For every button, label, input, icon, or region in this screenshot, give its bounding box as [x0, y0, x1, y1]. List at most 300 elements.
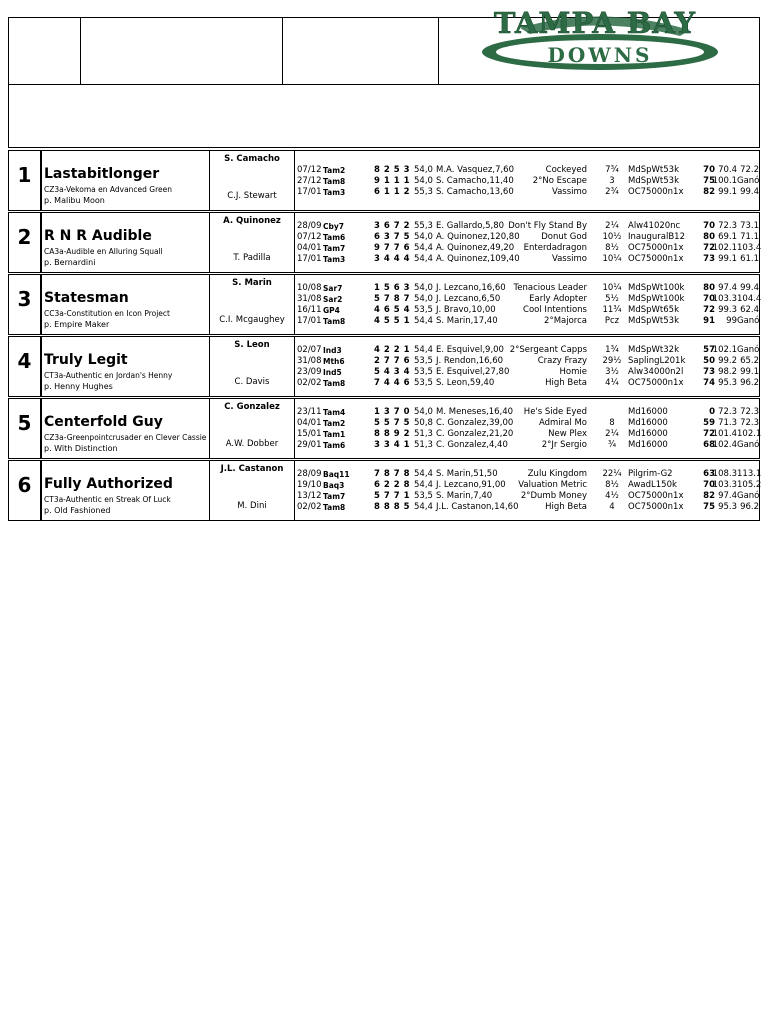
race-positions: 3 4 4 4	[374, 254, 411, 264]
race-beyer: 75	[703, 176, 715, 186]
race-margin: 1¾	[605, 345, 619, 355]
race-speed: 70.4	[718, 165, 737, 175]
jockey-trainer-cell	[209, 461, 295, 520]
race-positions: 4 5 5 1	[374, 316, 411, 326]
race-positions: 1 3 7 0	[374, 407, 411, 417]
race-date: 02/07	[297, 345, 322, 355]
race-jockey-odds: J. Lezcano,91,00	[436, 480, 506, 490]
jockey-name: S. Marin	[232, 278, 272, 288]
race-date: 07/12	[297, 165, 322, 175]
race-speed: 69.1	[718, 232, 737, 242]
race-result: 99.1	[740, 367, 759, 377]
race-date: 23/09	[297, 367, 322, 377]
jockey-name: S. Leon	[234, 340, 270, 350]
race-track: Ind5	[323, 368, 342, 377]
race-jockey-odds: E. Esquivel,9,00	[436, 345, 504, 355]
race-date: 19/10	[297, 480, 322, 490]
race-winner: Donut God	[541, 232, 587, 242]
race-jockey-odds: A. Quinonez,109,40	[436, 254, 520, 264]
race-weight: 53,5	[414, 491, 433, 501]
race-jockey-odds: J. Rendon,16,60	[436, 356, 504, 366]
jockey-name: C. Gonzalez	[224, 402, 280, 412]
race-winner: Vassimo	[551, 187, 587, 197]
race-class: Alw41020nc	[628, 221, 681, 231]
race-speed: 102.1	[712, 345, 737, 355]
race-margin: 8	[609, 418, 615, 428]
jockey-trainer-cell	[209, 151, 295, 210]
race-date: 04/01	[297, 418, 322, 428]
race-positions: 5 4 3 4	[374, 367, 411, 377]
race-speed: 95.3	[718, 378, 737, 388]
race-speed: 102.1	[712, 243, 737, 253]
race-class: MdSpWt53k	[628, 176, 679, 186]
race-speed: 103.3	[712, 480, 737, 490]
race-weight: 54,0	[414, 165, 433, 175]
race-jockey-odds: J. Lezcano,16,60	[436, 283, 506, 293]
horse-name: Statesman	[44, 290, 129, 306]
race-weight: 53,5	[414, 378, 433, 388]
race-winner: High Beta	[545, 378, 587, 388]
race-result: 102.1	[737, 429, 762, 439]
race-class: OC75000n1x	[628, 254, 684, 264]
race-beyer: 72	[703, 305, 715, 315]
race-row	[297, 502, 759, 513]
race-row	[297, 316, 759, 327]
race-jockey-odds: C. Gonzalez,21,20	[436, 429, 514, 439]
race-speed: 102.4	[712, 440, 737, 450]
race-positions: 6 2 2 8	[374, 480, 411, 490]
race-result: 99.4	[740, 283, 759, 293]
horse-entry-6	[8, 460, 760, 521]
race-track: Tam1	[323, 430, 346, 439]
race-row	[297, 254, 759, 265]
race-beyer: 50	[703, 356, 715, 366]
trainer-name: C.I. Mcgaughey	[219, 315, 285, 325]
race-beyer: 80	[703, 283, 715, 293]
race-track: Mth6	[323, 357, 345, 366]
race-margin: 8½	[605, 243, 619, 253]
race-result: Ganó	[737, 491, 760, 501]
race-track: Tam6	[323, 441, 346, 450]
race-result: 72.2	[740, 165, 759, 175]
race-margin: 3	[609, 176, 615, 186]
horse-entry-2	[8, 212, 760, 273]
race-date: 04/01	[297, 243, 322, 253]
trainer-name: T. Padilla	[233, 253, 271, 263]
race-track: Tam7	[323, 492, 346, 501]
race-jockey-odds: M. Meneses,16,40	[436, 407, 514, 417]
race-date: 07/12	[297, 232, 322, 242]
race-track: Sar7	[323, 284, 343, 293]
svg-text:TAMPA BAY: TAMPA BAY	[493, 6, 697, 40]
race-beyer: 0	[709, 407, 715, 417]
race-speed: 95.3	[718, 502, 737, 512]
jockey-trainer-cell	[209, 213, 295, 272]
race-winner: High Beta	[545, 502, 587, 512]
race-result: 104.4	[737, 294, 762, 304]
race-weight: 54,4	[414, 316, 433, 326]
race-row	[297, 356, 759, 367]
race-weight: 54,0	[414, 407, 433, 417]
race-beyer: 74	[703, 378, 715, 388]
race-speed: 97.4	[718, 491, 737, 501]
race-row	[297, 232, 759, 243]
horse-name: Fully Authorized	[44, 476, 173, 492]
race-margin: 4	[609, 502, 615, 512]
race-speed: 108.3	[712, 469, 737, 479]
race-row	[297, 407, 759, 418]
race-class: OC75000n1x	[628, 187, 684, 197]
race-date: 02/02	[297, 502, 322, 512]
race-speed: 97.4	[718, 283, 737, 293]
race-margin: 10¼	[602, 283, 622, 293]
race-weight: 54,4	[414, 502, 433, 512]
trainer-name: C. Davis	[234, 377, 270, 387]
race-positions: 1 5 6 3	[374, 283, 411, 293]
race-track: GP4	[323, 306, 340, 315]
race-speed: 99.1	[718, 254, 737, 264]
race-class: Pilgrim-G2	[628, 469, 673, 479]
race-weight: 55,3	[414, 187, 433, 197]
race-date: 31/08	[297, 294, 322, 304]
race-row	[297, 345, 759, 356]
race-positions: 9 7 7 6	[374, 243, 411, 253]
race-jockey-odds: A. Quinonez,49,20	[436, 243, 515, 253]
race-date: 28/09	[297, 221, 322, 231]
race-winner: Don't Fly Stand By	[508, 221, 587, 231]
race-class: MdSpWt65k	[628, 305, 679, 315]
race-beyer: 59	[703, 418, 715, 428]
race-jockey-odds: S. Marin,17,40	[436, 316, 498, 326]
race-winner: Cool Intentions	[523, 305, 587, 315]
program-number: 1	[9, 151, 42, 210]
race-margin: 2¾	[605, 187, 619, 197]
race-weight: 54,4	[414, 469, 433, 479]
horse-pedigree: CZ3a-Vekoma en Advanced Green	[44, 185, 173, 194]
race-row	[297, 469, 762, 480]
race-margin: ¾	[607, 440, 617, 450]
race-weight: 51,3	[414, 440, 433, 450]
race-track: Tam2	[323, 419, 346, 428]
race-beyer: 73	[703, 367, 715, 377]
race-date: 17/01	[297, 254, 322, 264]
race-row	[297, 480, 762, 491]
race-date: 16/11	[297, 305, 322, 315]
race-positions: 6 1 1 2	[374, 187, 411, 197]
race-jockey-odds: E. Esquivel,27,80	[436, 367, 510, 377]
race-weight: 54,4	[414, 345, 433, 355]
race-date: 15/01	[297, 429, 322, 439]
race-jockey-odds: E. Gallardo,5,80	[436, 221, 505, 231]
race-beyer: 72	[703, 243, 715, 253]
horse-entry-1	[8, 150, 760, 211]
race-winner: Homie	[559, 367, 587, 377]
race-jockey-odds: C. Gonzalez,4,40	[436, 440, 508, 450]
race-result: 113.1	[737, 469, 762, 479]
race-row	[297, 176, 759, 187]
race-row	[297, 221, 759, 232]
race-positions: 5 5 7 5	[374, 418, 411, 428]
race-winner: 2°Dumb Money	[520, 491, 587, 501]
race-row	[297, 305, 759, 316]
race-winner: Early Adopter	[529, 294, 587, 304]
race-weight: 53,5	[414, 305, 433, 315]
race-weight: 51,3	[414, 429, 433, 439]
horse-pedigree: CT3a-Authentic en Streak Of Luck	[44, 495, 171, 504]
race-track: Tam4	[323, 408, 346, 417]
race-row	[297, 165, 759, 176]
race-class: OC75000n1x	[628, 502, 684, 512]
race-winner: Crazy Frazy	[537, 356, 587, 366]
race-margin: Pcz	[604, 316, 620, 326]
race-beyer: 82	[703, 491, 715, 501]
race-jockey-odds: C. Gonzalez,39,00	[436, 418, 514, 428]
race-result: Ganó	[737, 440, 760, 450]
race-beyer: 80	[703, 232, 715, 242]
race-winner: 2°Sergeant Capps	[509, 345, 587, 355]
horse-name: Centerfold Guy	[44, 414, 163, 430]
race-date: 31/08	[297, 356, 322, 366]
race-speed: 99	[726, 316, 737, 326]
race-result: 99.4	[740, 187, 759, 197]
race-speed: 98.2	[718, 367, 737, 377]
trainer-name: C.J. Stewart	[227, 191, 277, 201]
race-margin: 3½	[605, 367, 619, 377]
horse-sire: p. Old Fashioned	[44, 506, 111, 515]
horse-sire: p. Henny Hughes	[44, 382, 113, 391]
race-result: 73.1	[740, 221, 759, 231]
race-class: InauguralB12	[628, 232, 685, 242]
horse-name: Truly Legit	[44, 352, 128, 368]
race-date: 28/09	[297, 469, 322, 479]
race-positions: 3 3 4 1	[374, 440, 411, 450]
jockey-trainer-cell	[209, 337, 295, 396]
race-positions: 8 8 9 2	[374, 429, 411, 439]
race-track: Tam2	[323, 166, 346, 175]
race-weight: 53,5	[414, 356, 433, 366]
race-positions: 6 3 7 5	[374, 232, 411, 242]
race-result: 96.2	[740, 378, 759, 388]
race-margin: 7¾	[605, 165, 619, 175]
horse-sire: p. Bernardini	[44, 258, 96, 267]
race-result: 61.1	[740, 254, 759, 264]
race-margin: 2¼	[605, 429, 619, 439]
race-winner: Vassimo	[551, 254, 587, 264]
race-beyer: 82	[703, 187, 715, 197]
race-date: 17/01	[297, 316, 322, 326]
race-winner: 2°Jr Sergio	[541, 440, 587, 450]
horse-pedigree: CC3a-Constitution en Icon Project	[44, 309, 170, 318]
race-class: Md16000	[628, 407, 668, 417]
tampa-bay-downs-logo	[460, 6, 730, 72]
horse-pedigree: CT3a-Authentic en Jordan's Henny	[44, 371, 173, 380]
race-track: Tam7	[323, 244, 346, 253]
race-jockey-odds: S. Leon,59,40	[436, 378, 495, 388]
race-date: 27/12	[297, 176, 322, 186]
race-date: 17/01	[297, 187, 322, 197]
program-number: 6	[9, 461, 42, 520]
race-beyer: 70	[703, 480, 715, 490]
header-cell-1	[8, 17, 81, 85]
race-positions: 7 4 4 6	[374, 378, 411, 388]
horse-entry-3	[8, 274, 760, 335]
horse-pedigree: CZ3a-Greenpointcrusader en Clever Cassie	[44, 433, 207, 442]
race-track: Baq11	[323, 470, 350, 479]
race-date: 13/12	[297, 491, 322, 501]
race-beyer: 57	[703, 345, 715, 355]
race-weight: 53,5	[414, 367, 433, 377]
race-speed: 103.3	[712, 294, 737, 304]
race-track: Tam8	[323, 503, 346, 512]
race-beyer: 63	[703, 469, 715, 479]
race-track: Baq3	[323, 481, 345, 490]
race-result: 105.2	[737, 480, 762, 490]
jockey-trainer-cell	[209, 275, 295, 334]
race-beyer: 68	[703, 440, 715, 450]
race-date: 10/08	[297, 283, 322, 293]
race-track: Tam3	[323, 188, 346, 197]
race-row	[297, 187, 759, 198]
race-positions: 7 8 7 8	[374, 469, 411, 479]
program-number: 2	[9, 213, 42, 272]
horse-name: Lastabitlonger	[44, 166, 160, 182]
race-speed: 71.3	[718, 418, 737, 428]
race-result: 71.1	[740, 232, 759, 242]
race-positions: 8 2 5 3	[374, 165, 411, 175]
jockey-name: S. Camacho	[224, 154, 280, 164]
race-track: Tam3	[323, 255, 346, 264]
race-beyer: 75	[703, 502, 715, 512]
program-number: 3	[9, 275, 42, 334]
race-result: 72.3	[740, 418, 759, 428]
race-weight: 54,4	[414, 243, 433, 253]
race-weight: 54,0	[414, 232, 433, 242]
race-margin: 10¼	[602, 254, 622, 264]
race-row	[297, 367, 759, 378]
race-result: 103.4	[737, 243, 762, 253]
race-margin: 22¼	[602, 469, 622, 479]
race-winner: Zulu Kingdom	[527, 469, 587, 479]
race-jockey-odds: A. Quinonez,120,80	[436, 232, 520, 242]
race-margin: 8½	[605, 480, 619, 490]
race-class: SaplingL201k	[628, 356, 686, 366]
race-positions: 4 2 2 1	[374, 345, 411, 355]
race-margin: 11¾	[602, 305, 622, 315]
race-positions: 4 6 5 4	[374, 305, 411, 315]
race-margin: 4½	[605, 491, 619, 501]
jockey-name: A. Quinonez	[223, 216, 281, 226]
race-result: 96.2	[740, 502, 759, 512]
race-winner: Admiral Mo	[538, 418, 587, 428]
race-weight: 54,0	[414, 176, 433, 186]
race-class: OC75000n1x	[628, 243, 684, 253]
race-class: MdSpWt100k	[628, 294, 685, 304]
race-weight: 55,3	[414, 221, 433, 231]
race-margin: 29½	[602, 356, 622, 366]
race-class: Alw34000n2l	[628, 367, 684, 377]
race-margin: 4¼	[605, 378, 619, 388]
race-result: 62.4	[740, 305, 759, 315]
race-class: Md16000	[628, 418, 668, 428]
race-beyer: 70	[703, 294, 715, 304]
race-date: 02/02	[297, 378, 322, 388]
race-row	[297, 440, 759, 451]
race-speed: 100.1	[712, 176, 737, 186]
race-speed: 72.3	[718, 407, 737, 417]
jockey-name: J.L. Castanon	[220, 464, 284, 474]
race-winner: 2°No Escape	[532, 176, 587, 186]
race-jockey-odds: S. Camacho,13,60	[436, 187, 514, 197]
race-beyer: 73	[703, 254, 715, 264]
race-class: MdSpWt100k	[628, 283, 685, 293]
race-track: Tam8	[323, 317, 346, 326]
race-class: OC75000n1x	[628, 491, 684, 501]
race-class: Md16000	[628, 429, 668, 439]
race-weight: 54,4	[414, 480, 433, 490]
race-result: Ganó	[737, 316, 760, 326]
race-positions: 5 7 7 1	[374, 491, 411, 501]
header-info-box	[8, 85, 760, 148]
race-beyer: 72	[703, 429, 715, 439]
race-winner: Valuation Metric	[518, 480, 587, 490]
race-class: AwadL150k	[628, 480, 677, 490]
horse-sire: p. Empire Maker	[44, 320, 110, 329]
race-margin: 5½	[605, 294, 619, 304]
race-row	[297, 429, 762, 440]
race-result: 65.2	[740, 356, 759, 366]
race-jockey-odds: M.A. Vasquez,7,60	[436, 165, 514, 175]
race-row	[297, 243, 762, 254]
race-jockey-odds: S. Marin,51,50	[436, 469, 498, 479]
race-beyer: 91	[703, 316, 715, 326]
race-margin: 10½	[602, 232, 622, 242]
race-positions: 2 7 7 6	[374, 356, 411, 366]
race-track: Cby7	[323, 222, 344, 231]
race-jockey-odds: S. Marin,7,40	[436, 491, 493, 501]
race-positions: 3 6 7 2	[374, 221, 411, 231]
race-class: MdSpWt53k	[628, 165, 679, 175]
race-track: Tam6	[323, 233, 346, 242]
race-positions: 8 8 8 5	[374, 502, 411, 512]
race-winner: Cockeyed	[545, 165, 587, 175]
race-row	[297, 283, 759, 294]
horse-pedigree: CA3a-Audible en Alluring Squall	[44, 247, 163, 256]
race-weight: 50,8	[414, 418, 433, 428]
horse-entry-5	[8, 398, 760, 459]
race-speed: 99.1	[718, 187, 737, 197]
race-speed: 101.4	[712, 429, 737, 439]
race-winner: 2°Majorca	[544, 316, 587, 326]
race-jockey-odds: J. Bravo,10,00	[436, 305, 496, 315]
race-beyer: 70	[703, 221, 715, 231]
trainer-name: M. Dini	[237, 501, 267, 511]
race-weight: 54,0	[414, 294, 433, 304]
trainer-name: A.W. Dobber	[225, 439, 279, 449]
race-positions: 9 1 1 1	[374, 176, 411, 186]
race-result: 72.3	[740, 407, 759, 417]
race-jockey-odds: J. Lezcano,6,50	[436, 294, 501, 304]
race-beyer: 70	[703, 165, 715, 175]
race-weight: 54,4	[414, 254, 433, 264]
horse-entry-4	[8, 336, 760, 397]
race-winner: Enterdadragon	[523, 243, 587, 253]
jockey-trainer-cell	[209, 399, 295, 458]
race-date: 23/11	[297, 407, 322, 417]
race-class: OC75000n1x	[628, 378, 684, 388]
race-winner: New Plex	[548, 429, 587, 439]
race-speed: 99.3	[718, 305, 737, 315]
race-jockey-odds: J.L. Castanon,14,60	[436, 502, 519, 512]
